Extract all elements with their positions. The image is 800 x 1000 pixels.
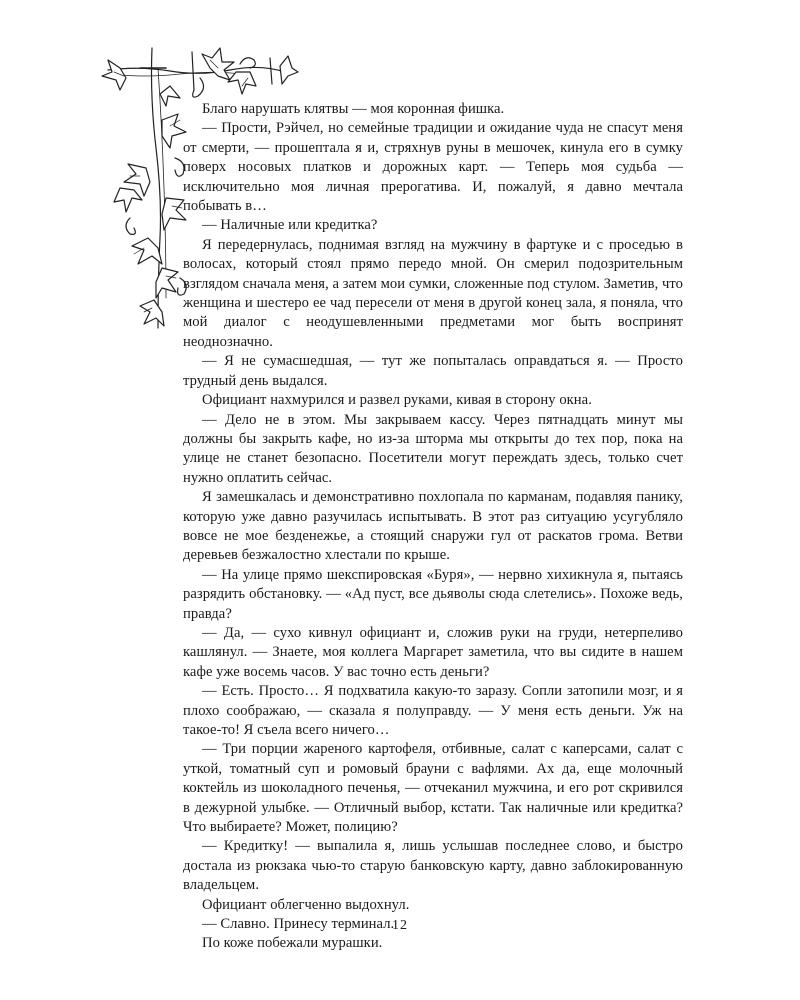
paragraph: — Я не сумасшедшая, — тут же попыталась оправдаться я. — Просто трудный день выдался.: [183, 353, 683, 389]
paragraph: — Три порции жареного картофеля, отбивные, салат с каперсами, салат с уткой, томатный суп и ромовый брауни с вафлями. Ах да, еще молочный коктейль из шоколадного печенья, — отчеканил мужчина, и его рот скривился в дежурной улыбке. — Отличный выбор, кстати. Так наличные или кредитка? Что выбираете? Может, полицию?: [183, 741, 683, 836]
paragraph: — Дело не в этом. Мы закрываем кассу. Через пятнадцать минут мы должны бы закрыть кафе, но из-за шторма мы открыты до тех пор, пока на улице не станет безопасно. Посетители могут переждать здесь, только счет нужно оплатить сейчас.: [183, 411, 683, 486]
paragraph: — Есть. Просто… Я подхватила какую-то заразу. Сопли затопили мозг, и я плохо соображаю, — сказала я полуправду. — У меня есть деньги. Уж на такое-то! Я съела всего ничего…: [183, 683, 683, 738]
paragraph: — Кредитку! — выпалила я, лишь услышав последнее слово, и быстро достала из рюкзака чью-то старую банковскую карту, давно заблокированную владельцем.: [183, 838, 683, 894]
paragraph: — Прости, Рэйчел, но семейные традиции и ожидание чуда не спасут меня от смерти, — прошептала я и, стряхнув руны в мешочек, кинула его в сумку поверх носовых платков и дорожных карт. — Теперь моя судьба — исключительно моя личная прерогатива. И, пожалуй, я давно мечтала побывать в…: [183, 120, 683, 215]
paragraph: Благо нарушать клятвы — моя коронная фишка.: [202, 101, 505, 117]
body-text: [183, 100, 683, 954]
paragraph: Я передернулась, поднимая взгляд на мужчину в фартуке и с проседью в волосах, который стоял прямо передо мной. Он смерил подозрительным взглядом сначала меня, а затем мои сумки, сложенные под стулом. Заметив, что женщина и шестеро ее чад пересели от меня в другой конец зала, я поняла, что мой диалог с неодушевленными предметами мог быть воспринят неоднозначно.: [183, 236, 683, 350]
page-number: 12: [392, 918, 408, 933]
paragraph: — Славно. Принесу терминал.: [202, 916, 395, 933]
paragraph: — На улице прямо шекспировская «Буря», — нервно хихикнула я, пытаясь разрядить обстановку. — «Ад пуст, все дьяволы сюда слетелись». Похоже ведь, правда?: [183, 566, 683, 622]
paragraph: Официант облегченно выдохнул.: [202, 896, 410, 913]
paragraph: — Да, — сухо кивнул официант и, сложив руки на груди, нетерпеливо кашлянул. — Знаете, моя коллега Маргарет заметила, что вы сидите в нашем кафе уже восемь часов. У вас точно есть деньги?: [183, 624, 683, 680]
paragraph: Официант нахмурился и развел руками, кивая в сторону окна.: [202, 392, 592, 409]
paragraph: Я замешкалась и демонстративно похлопала по карманам, подавляя панику, которую уже давно разучилась испытывать. В этот раз ситуацию усугубляло вовсе не мое безденежье, а стоящий снаружи гул от раскатов грома. Ветви деревьев безжалостно хлестали по крыше.: [183, 489, 683, 564]
paragraph: — Наличные или кредитка?: [202, 217, 378, 234]
paragraph: По коже побежали мурашки.: [202, 935, 383, 952]
